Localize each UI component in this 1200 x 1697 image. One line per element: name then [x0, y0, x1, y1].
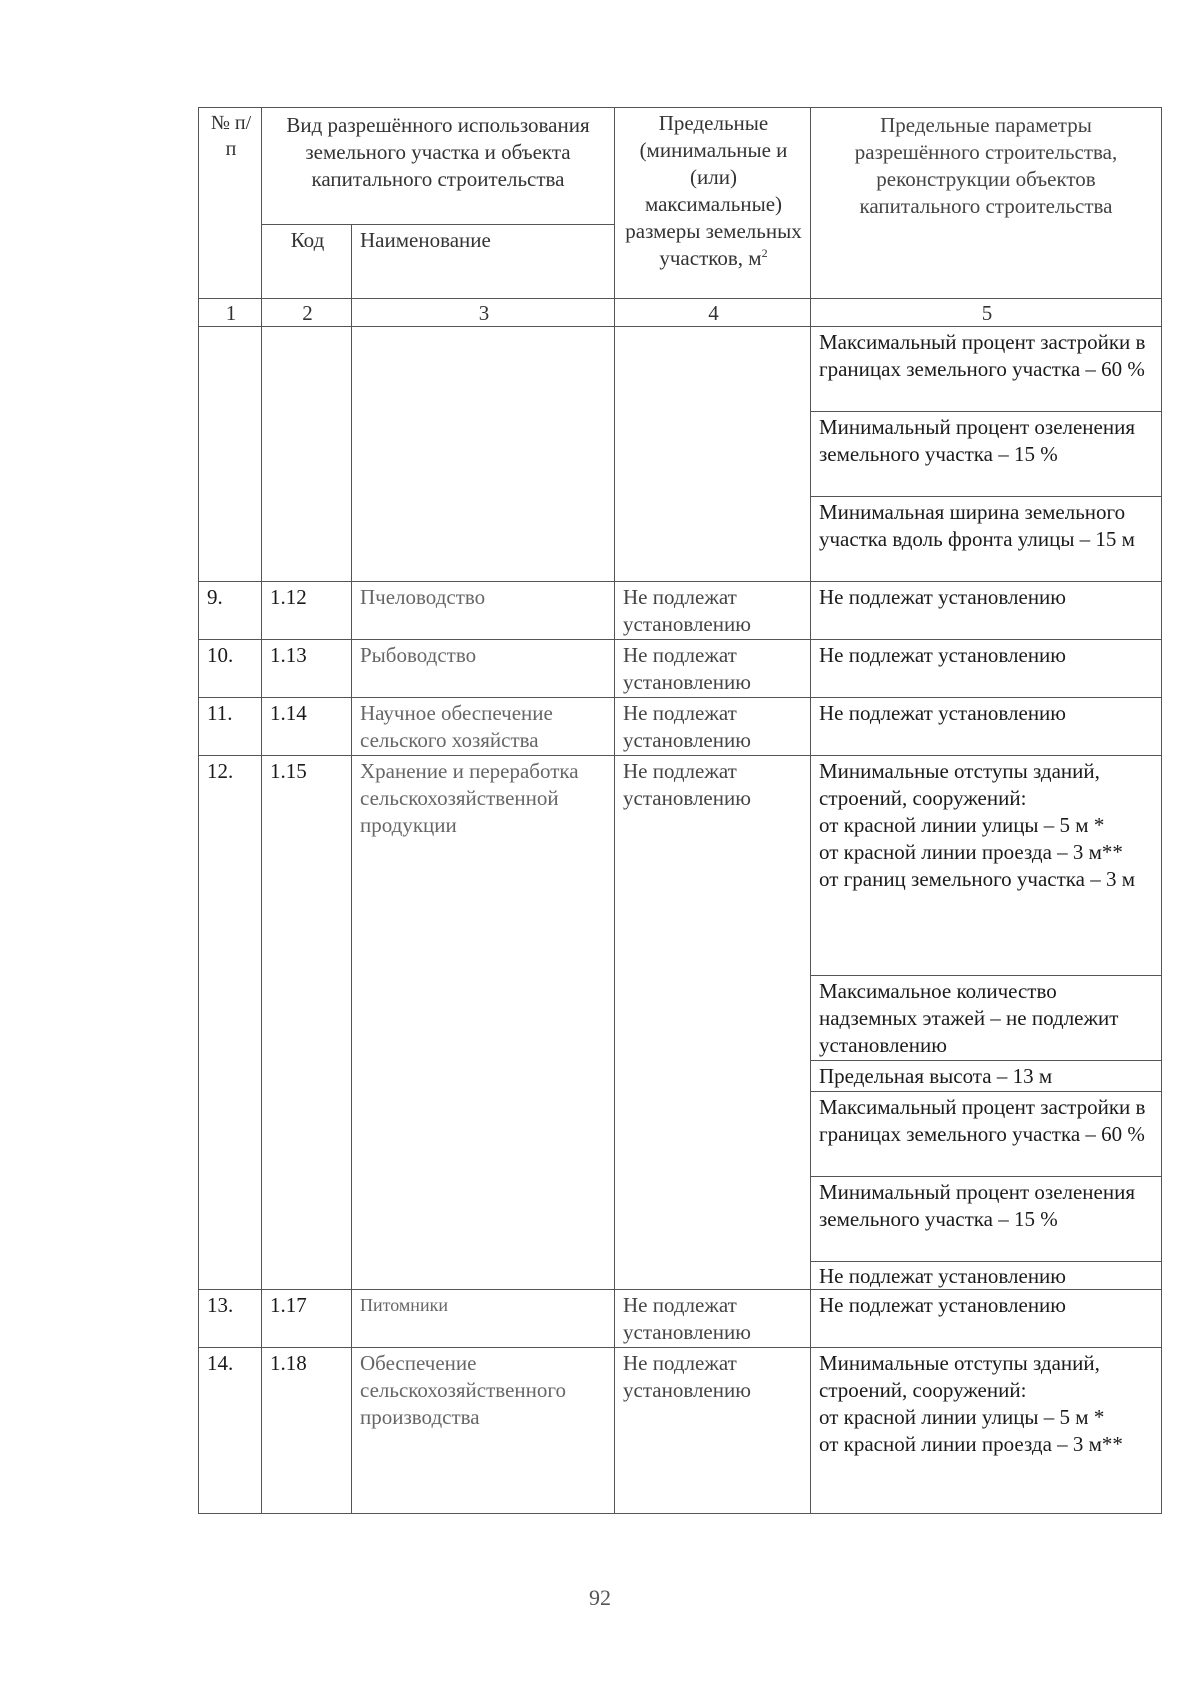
header-plot-sizes-text: Предельные (минимальные и (или) максимальные) размеры земельных участков, м	[625, 111, 802, 270]
row-size: Не подлежат установлению	[615, 582, 811, 640]
param-cell: Минимальная ширина земельного участка вдоль фронта улицы – 15 м	[811, 497, 1162, 582]
header-plot-sizes-sup: 2	[761, 246, 768, 260]
table-row	[199, 327, 1162, 412]
param-cell: Максимальное количество надземных этажей – не подлежит установлению	[811, 976, 1162, 1061]
empty-cell	[262, 327, 352, 582]
colnum: 1	[199, 299, 262, 327]
table-row	[199, 756, 1162, 976]
row-size: Не подлежат установлению	[615, 756, 811, 1290]
row-name: Рыбоводство	[352, 640, 615, 698]
row-number: 11.	[199, 698, 262, 756]
param-cell: Максимальный процент застройки в границах земельного участка – 60 %	[811, 327, 1162, 412]
param-setbacks-heading: Минимальные отступы зданий, строений, сооружений:	[819, 759, 1100, 810]
row-name: Пчеловодство	[352, 582, 615, 640]
row-number: 13.	[199, 1290, 262, 1348]
param-cell: Минимальный процент озеленения земельного участка – 15 %	[811, 412, 1162, 497]
header-name: Наименование	[352, 225, 615, 299]
row-number: 10.	[199, 640, 262, 698]
row-size: Не подлежат установлению	[615, 698, 811, 756]
row-number: 9.	[199, 582, 262, 640]
table-row	[199, 640, 1162, 698]
row-code: 1.15	[262, 756, 352, 1290]
row-size: Не подлежат установлению	[615, 1348, 811, 1514]
row-name: Научное обеспечение сельского хозяйства	[352, 698, 615, 756]
row-number: 14.	[199, 1348, 262, 1514]
row-name: Обеспечение сельскохозяйственного производства	[352, 1348, 615, 1514]
row-size: Не подлежат установлению	[615, 1290, 811, 1348]
param-setback-street: от красной линии улицы – 5 м *	[819, 1405, 1105, 1429]
param-cell: Предельная высота – 13 м	[811, 1061, 1162, 1092]
param-cell: Не подлежат установлению	[811, 582, 1162, 640]
param-cell: Не подлежат установлению	[811, 698, 1162, 756]
param-cell: Максимальный процент застройки в границах земельного участка – 60 %	[811, 1092, 1162, 1177]
table-row	[199, 1348, 1162, 1514]
param-setback-passage: от красной линии проезда – 3 м**	[819, 840, 1123, 864]
page-number: 92	[589, 1585, 611, 1610]
param-cell: Минимальный процент озеленения земельного участка – 15 %	[811, 1177, 1162, 1262]
row-code: 1.14	[262, 698, 352, 756]
param-cell	[811, 756, 1162, 976]
param-setbacks-heading: Минимальные отступы зданий, строений, сооружений:	[819, 1351, 1100, 1402]
row-name: Хранение и переработка сельскохозяйственной продукции	[352, 756, 615, 1290]
empty-cell	[199, 327, 262, 582]
header-plot-sizes	[615, 108, 811, 299]
param-cell	[811, 1348, 1162, 1514]
row-code: 1.13	[262, 640, 352, 698]
empty-cell	[615, 327, 811, 582]
table-row	[199, 582, 1162, 640]
column-number-row	[199, 299, 1162, 327]
table-header-row-1	[199, 108, 1162, 225]
table-row	[199, 698, 1162, 756]
row-number: 12.	[199, 756, 262, 1290]
table-row	[199, 1290, 1162, 1348]
colnum: 2	[262, 299, 352, 327]
param-setback-plot: от границ земельного участка – 3 м	[819, 867, 1136, 891]
row-name: Питомники	[352, 1290, 615, 1348]
header-code: Код	[262, 225, 352, 299]
regulations-table	[198, 107, 1162, 1514]
row-size: Не подлежат установлению	[615, 640, 811, 698]
param-setback-street: от красной линии улицы – 5 м *	[819, 813, 1105, 837]
param-cell: Не подлежат установлению	[811, 1262, 1162, 1290]
row-code: 1.18	[262, 1348, 352, 1514]
param-cell: Не подлежат установлению	[811, 1290, 1162, 1348]
header-building-params: Предельные параметры разрешённого строительства, реконструкции объектов капитального строительства	[811, 108, 1162, 299]
header-usage-type: Вид разрешённого использования земельного участка и объекта капитального строительства	[262, 108, 615, 225]
colnum: 3	[352, 299, 615, 327]
param-cell: Не подлежат установлению	[811, 640, 1162, 698]
row-code: 1.17	[262, 1290, 352, 1348]
colnum: 5	[811, 299, 1162, 327]
colnum: 4	[615, 299, 811, 327]
param-setback-passage: от красной линии проезда – 3 м**	[819, 1432, 1123, 1456]
empty-cell	[352, 327, 615, 582]
row-code: 1.12	[262, 582, 352, 640]
header-number: № п/п	[199, 108, 262, 299]
